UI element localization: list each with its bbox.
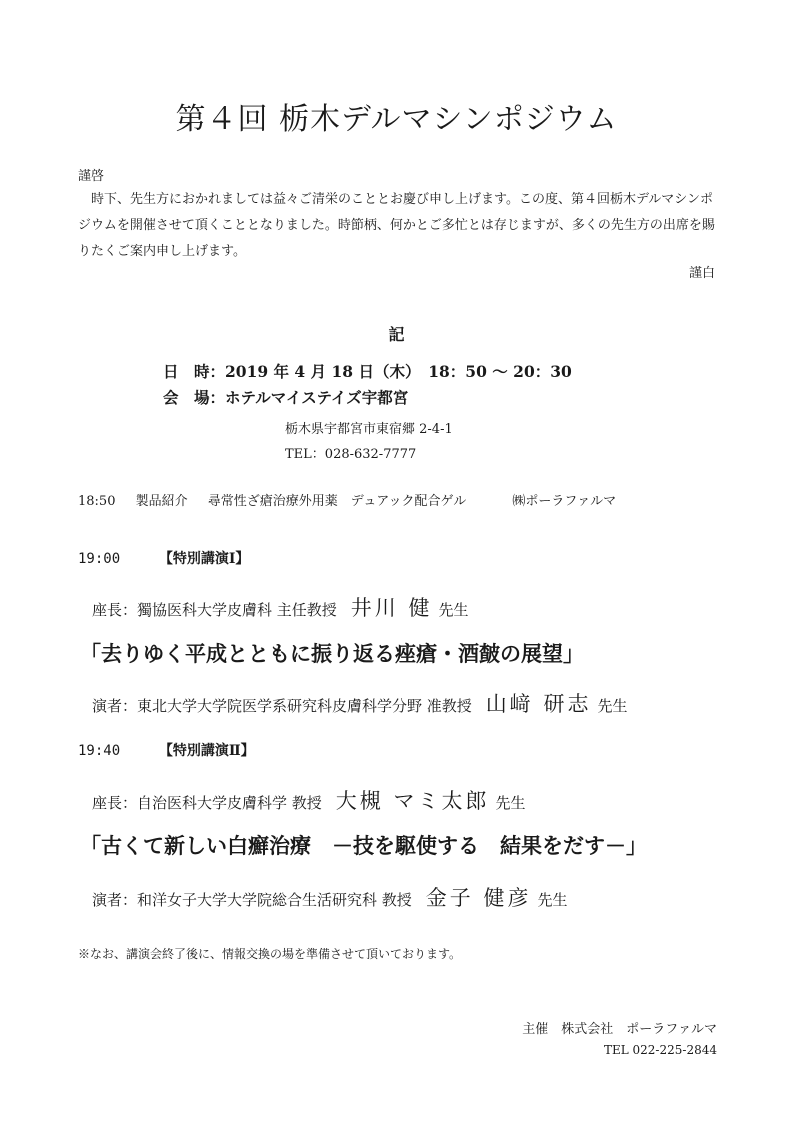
session-1-chair-honorific: 先生 — [438, 601, 469, 619]
venue-tel: TEL：028-632-7777 — [285, 447, 417, 462]
event-datetime: 日 時：2019 年 4 月 18 日（木） 18：50 ～ 20：30 — [163, 362, 572, 381]
session-2-speaker-name: 金子 健彦 — [425, 886, 532, 910]
session-1-label: 【特別講演Ⅰ】 — [158, 551, 250, 567]
venue-address: 栃木県宇都宮市東宿郷 2-4-1 — [285, 422, 453, 437]
invitation-body: 時下、先生方におかれましては益々ご清栄のこととお慶び申し上げます。この度、第４回栃木デルマシンポジウムを開催させて頂くこととなりました。時節柄、何かとご多忙とは存じますが、多くの先生方の出席を賜りたくご案内申し上げます。 — [78, 192, 715, 259]
session-2-speaker — [92, 882, 567, 912]
session-2-chair-honorific: 先生 — [495, 794, 526, 812]
document-title: 第４回 栃木デルマシンポジウム — [175, 102, 618, 137]
session-2-chair-role: 座長：自治医科大学皮膚科学 教授 — [92, 794, 322, 812]
session-1-lecture-title: 「去りゆく平成とともに振り返る痤瘡・酒皶の展望」 — [80, 641, 584, 666]
session-1-speaker-name: 山﨑 研志 — [485, 692, 592, 716]
session-1-speaker — [92, 688, 627, 718]
session-2-speaker-honorific: 先生 — [537, 891, 568, 909]
organizer: 主催 株式会社 ポーラファルマ — [522, 1022, 717, 1037]
closing-salutation: 謹白 — [688, 266, 715, 281]
session-2-chair-name: 大槻 マミ太郎 — [335, 789, 490, 813]
session-1-speaker-role: 演者：東北大学大学院医学系研究科皮膚科学分野 准教授 — [92, 697, 472, 715]
session-2-header — [78, 740, 255, 760]
session-1-header — [78, 548, 249, 568]
product-company: ㈱ポーラファルマ — [512, 494, 617, 509]
session-2-time: 19:40 — [78, 743, 121, 759]
event-venue: 会 場：ホテルマイステイズ宇都宮 — [163, 388, 409, 407]
session-1-time: 19:00 — [78, 551, 121, 567]
organizer-tel: TEL 022-225-2844 — [603, 1043, 717, 1057]
session-2-lecture-title: 「古くて新しい白癬治療 －技を駆使する 結果をだす－」 — [80, 833, 647, 858]
session-2-speaker-role: 演者：和洋女子大学大学院総合生活研究科 教授 — [92, 891, 412, 909]
ki-heading: 記 — [388, 325, 405, 344]
product-label: 製品紹介 — [135, 494, 188, 509]
session-2-chair — [92, 785, 525, 815]
session-1-chair-role: 座長：獨協医科大学皮膚科 主任教授 — [92, 601, 337, 619]
session-2-label: 【特別講演Ⅱ】 — [158, 743, 255, 759]
product-description: 尋常性ざ瘡治療外用薬 デュアック配合ゲル — [207, 494, 467, 509]
session-1-speaker-honorific: 先生 — [597, 697, 628, 715]
footnote: ※なお、講演会終了後に、情報交換の場を準備させて頂いております。 — [78, 947, 462, 961]
opening-salutation: 謹啓 — [78, 169, 105, 184]
product-time: 18:50 — [78, 494, 116, 509]
product-introduction — [78, 490, 616, 509]
session-1-chair — [92, 592, 468, 622]
session-1-chair-name: 井川 健 — [350, 596, 433, 620]
